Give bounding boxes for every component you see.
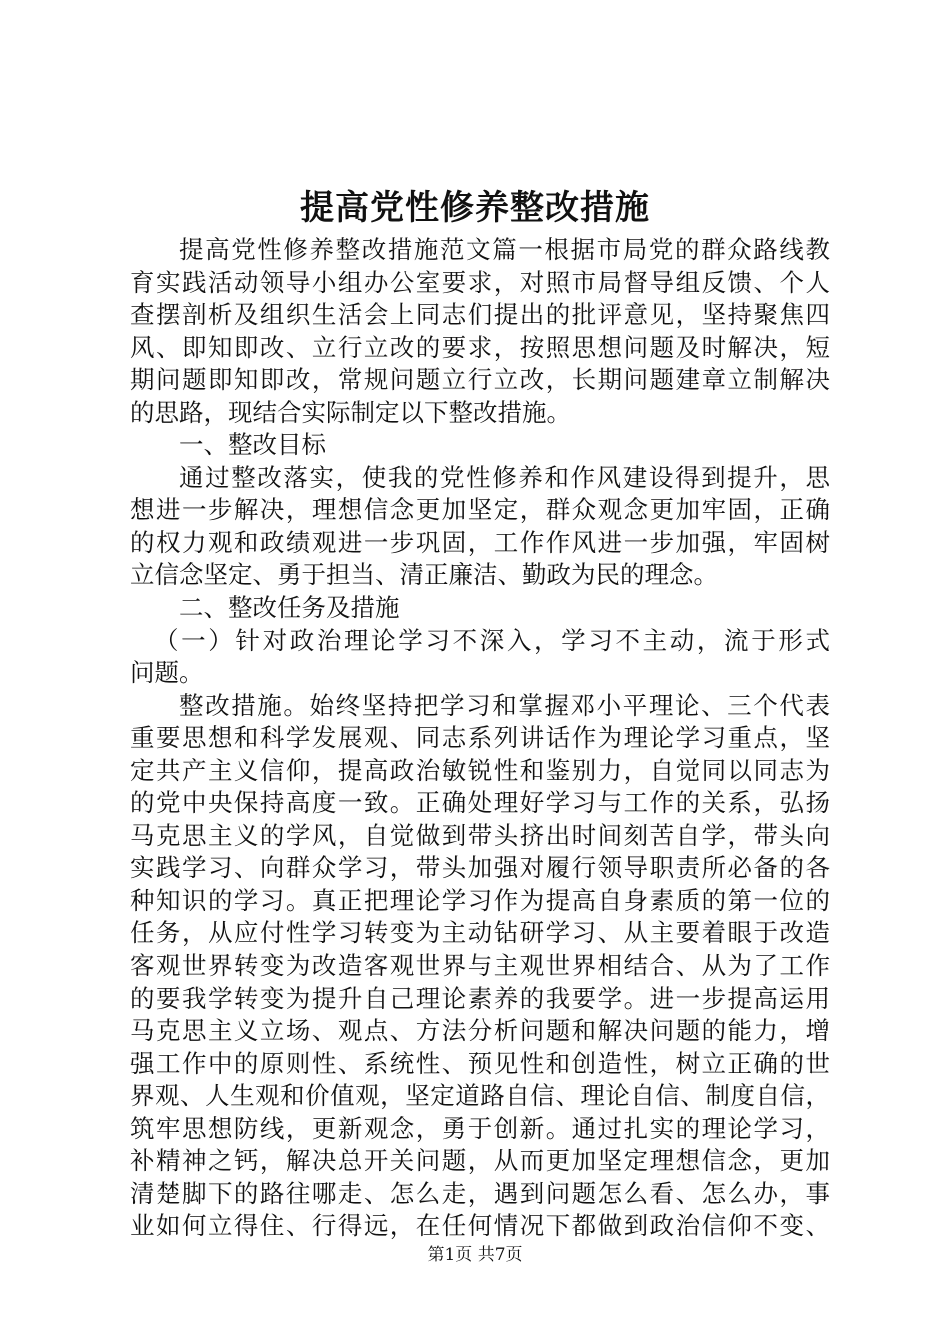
section-heading: 一、整改目标 <box>179 430 326 460</box>
paragraph-line: 界观、人生观和价值观，坚定道路自信、理论自信、制度自信， <box>130 1081 830 1111</box>
paragraph-line: 强工作中的原则性、系统性、预见性和创造性，树立正确的世 <box>130 1048 830 1078</box>
paragraph-line: 任务，从应付性学习转变为主动钻研学习、从主要着眼于改造 <box>130 918 830 948</box>
paragraph-line: 的党中央保持高度一致。正确处理好学习与工作的关系，弘扬 <box>130 788 830 818</box>
subsection-heading-continued: 问题。 <box>130 658 204 688</box>
paragraph-line: 客观世界转变为改造客观世界与主观世界相结合、从为了工作 <box>130 951 830 981</box>
paragraph-line: 通过整改落实，使我的党性修养和作风建设得到提升，思 <box>179 462 830 492</box>
paragraph-line: 马克思主义的学风，自觉做到带头挤出时间刻苦自学，带头向 <box>130 820 830 850</box>
paragraph-line: 重要思想和科学发展观、同志系列讲话作为理论学习重点，坚 <box>130 723 830 753</box>
paragraph-line: 的思路，现结合实际制定以下整改措施。 <box>130 397 571 427</box>
paragraph-line: 查摆剖析及组织生活会上同志们提出的批评意见，坚持聚焦四 <box>130 300 830 330</box>
paragraph-line: 的权力观和政绩观进一步巩固，工作作风进一步加强，牢固树 <box>130 527 830 557</box>
page-number-footer: 第1页 共7页 <box>427 1245 523 1265</box>
paragraph-line: 定共产主义信仰，提高政治敏锐性和鉴别力，自觉同以同志为 <box>130 755 830 785</box>
paragraph-line: 的要我学转变为提升自己理论素养的我要学。进一步提高运用 <box>130 983 830 1013</box>
paragraph-line: 想进一步解决，理想信念更加坚定，群众观念更加牢固，正确 <box>130 495 830 525</box>
paragraph-line: 提高党性修养整改措施范文篇一根据市局党的群众路线教 <box>179 235 830 264</box>
paragraph-line: 实践学习、向群众学习，带头加强对履行领导职责所必备的各 <box>130 853 830 883</box>
paragraph-line: 期问题即知即改，常规问题立行立改，长期问题建章立制解决 <box>130 365 830 395</box>
paragraph-line: 种知识的学习。真正把理论学习作为提高自身素质的第一位的 <box>130 885 830 915</box>
paragraph-line: 清楚脚下的路往哪走、怎么走，遇到问题怎么看、怎么办，事 <box>130 1178 830 1208</box>
subsection-heading: （一）针对政治理论学习不深入，学习不主动，流于形式 <box>154 625 830 655</box>
document-body <box>130 234 830 1243</box>
paragraph-line: 风、即知即改、立行立改的要求，按照思想问题及时解决，短 <box>130 332 830 362</box>
paragraph-line: 补精神之钙，解决总开关问题，从而更加坚定理想信念，更加 <box>130 1146 830 1176</box>
paragraph-line: 整改措施。始终坚持把学习和掌握邓小平理论、三个代表 <box>179 690 830 720</box>
paragraph-line: 育实践活动领导小组办公室要求，对照市局督导组反馈、个人 <box>130 267 830 297</box>
paragraph-line: 马克思主义立场、观点、方法分析问题和解决问题的能力，增 <box>130 1016 830 1046</box>
paragraph-line: 筑牢思想防线，更新观念，勇于创新。通过扎实的理论学习， <box>130 1113 830 1143</box>
paragraph-line: 立信念坚定、勇于担当、清正廉洁、勤政为民的理念。 <box>130 560 718 590</box>
section-heading: 二、整改任务及措施 <box>179 593 400 623</box>
paragraph-line: 业如何立得住、行得远，在任何情况下都做到政治信仰不变、 <box>130 1211 830 1241</box>
document-title: 提高党性修养整改措施 <box>300 188 650 228</box>
